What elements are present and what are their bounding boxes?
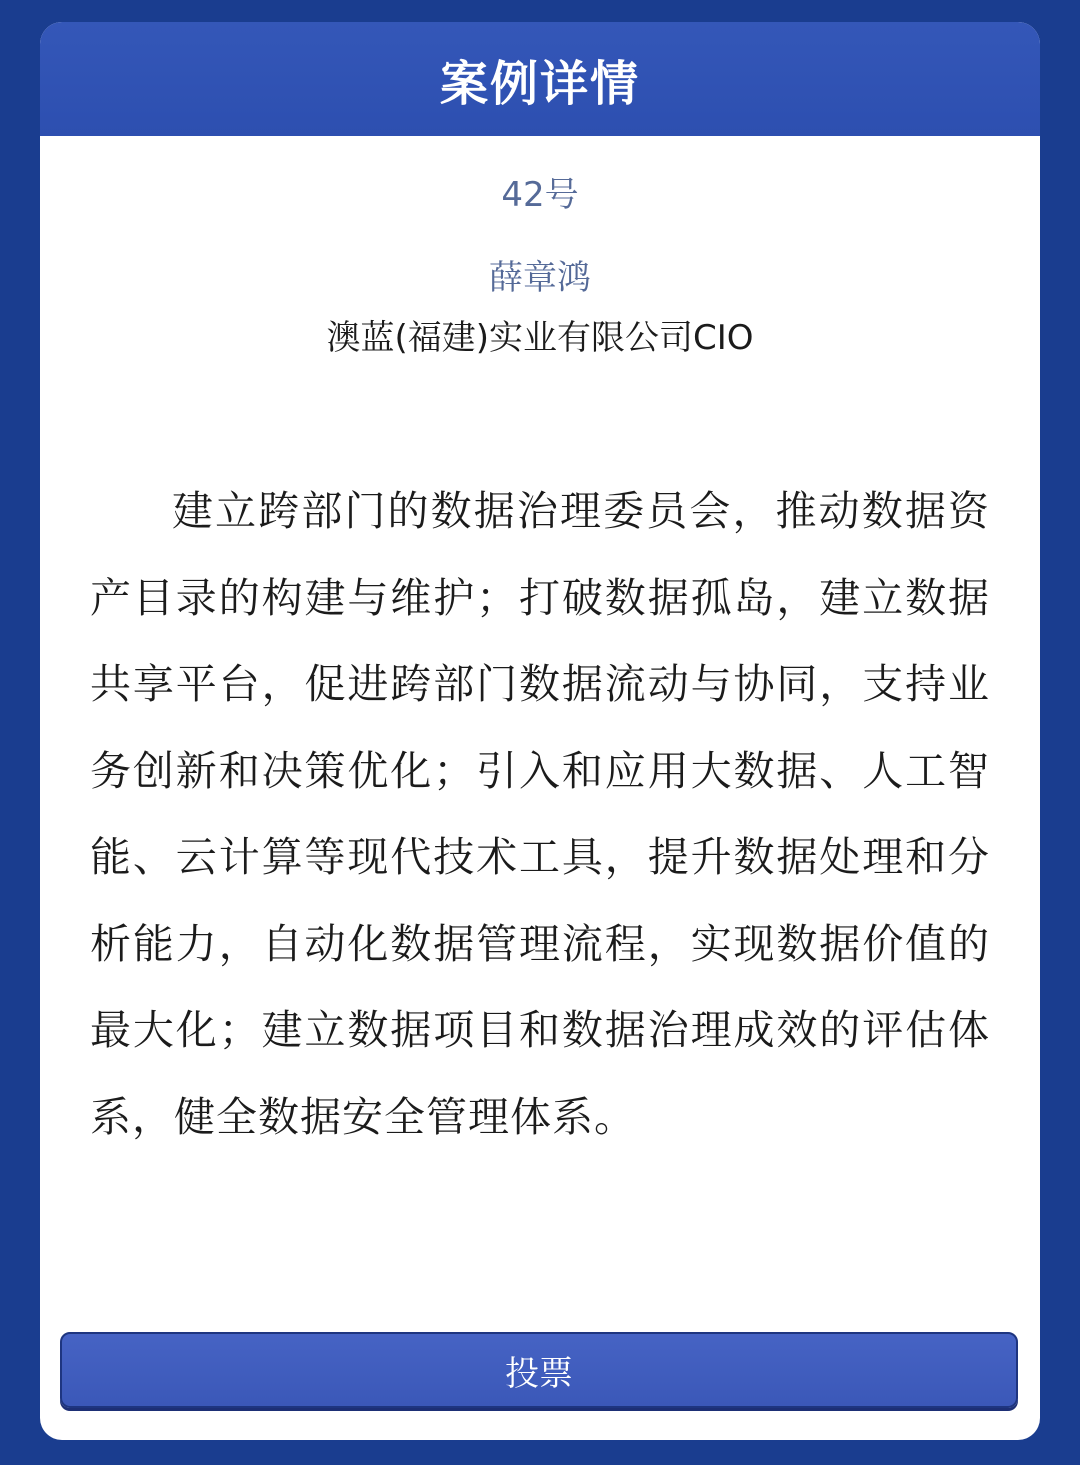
person-title: 澳蓝(福建)实业有限公司CIO — [326, 318, 754, 358]
vote-button[interactable]: 投票 — [60, 1332, 1018, 1408]
case-description: 建立跨部门的数据治理委员会，推动数据资产目录的构建与维护；打破数据孤岛，建立数据共享平台，促进跨部门数据流动与协同，支持业务创新和决策优化；引入和应用大数据、人工智能、云计算等现代技术工具，提升数据处理和分析能力，自动化数据管理流程，实现数据价值的最大化；建立数据项目和数据治理成效的评估体系，健全数据安全管理体系。 — [90, 487, 990, 1141]
person-name: 薛章鸿 — [489, 258, 591, 298]
header-bar — [40, 22, 1040, 136]
page-title: 案例详情 — [439, 55, 640, 112]
case-detail-card — [40, 22, 1040, 1440]
case-number: 42号 — [501, 175, 579, 215]
